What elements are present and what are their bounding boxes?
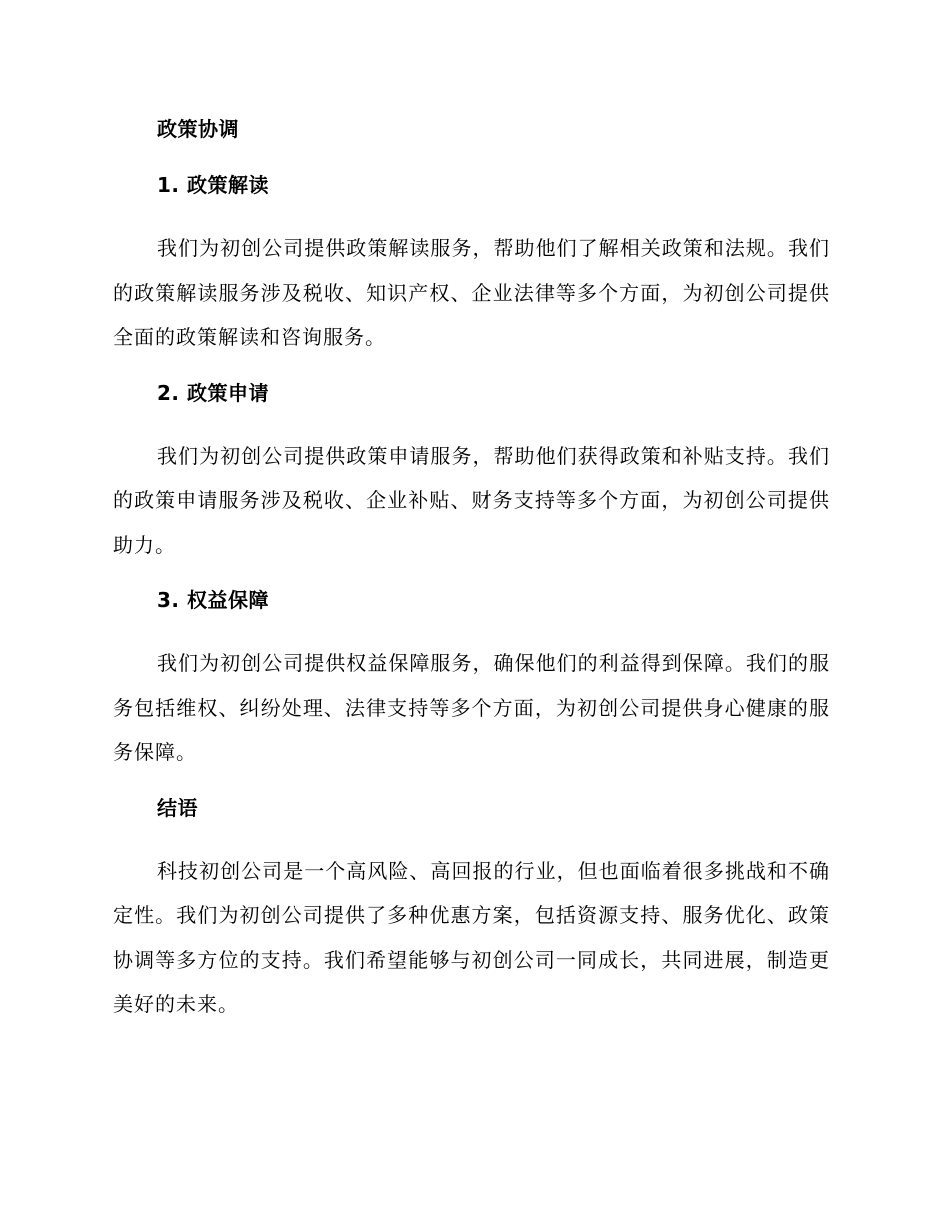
subheading-policy-interpretation: 1. 政策解读	[157, 173, 269, 197]
paragraph-policy-application: 我们为初创公司提供政策申请服务，帮助他们获得政策和补贴支持。我们的政策申请服务涉及税收、企业补贴、财务支持等多个方面，为初创公司提供助力。	[113, 443, 830, 557]
subheading-rights-protection: 3. 权益保障	[157, 588, 269, 612]
section-heading-policy-coordination: 政策协调	[157, 117, 239, 141]
paragraph-policy-interpretation: 我们为初创公司提供政策解读服务，帮助他们了解相关政策和法规。我们的政策解读服务涉及税收、知识产权、企业法律等多个方面，为初创公司提供全面的政策解读和咨询服务。	[113, 236, 830, 349]
paragraph-conclusion: 科技初创公司是一个高风险、高回报的行业，但也面临着很多挑战和不确定性。我们为初创公司提供了多种优惠方案，包括资源支持、服务优化、政策协调等多方位的支持。我们希望能够与初创公司一同成长，共同进展，制造更美好的未来。	[113, 858, 830, 1016]
subheading-policy-application: 2. 政策申请	[157, 380, 269, 405]
paragraph-rights-protection: 我们为初创公司提供权益保障服务，确保他们的利益得到保障。我们的服务包括维权、纠纷处理、法律支持等多个方面，为初创公司提供身心健康的服务保障。	[113, 651, 830, 764]
section-heading-conclusion: 结语	[157, 795, 198, 820]
